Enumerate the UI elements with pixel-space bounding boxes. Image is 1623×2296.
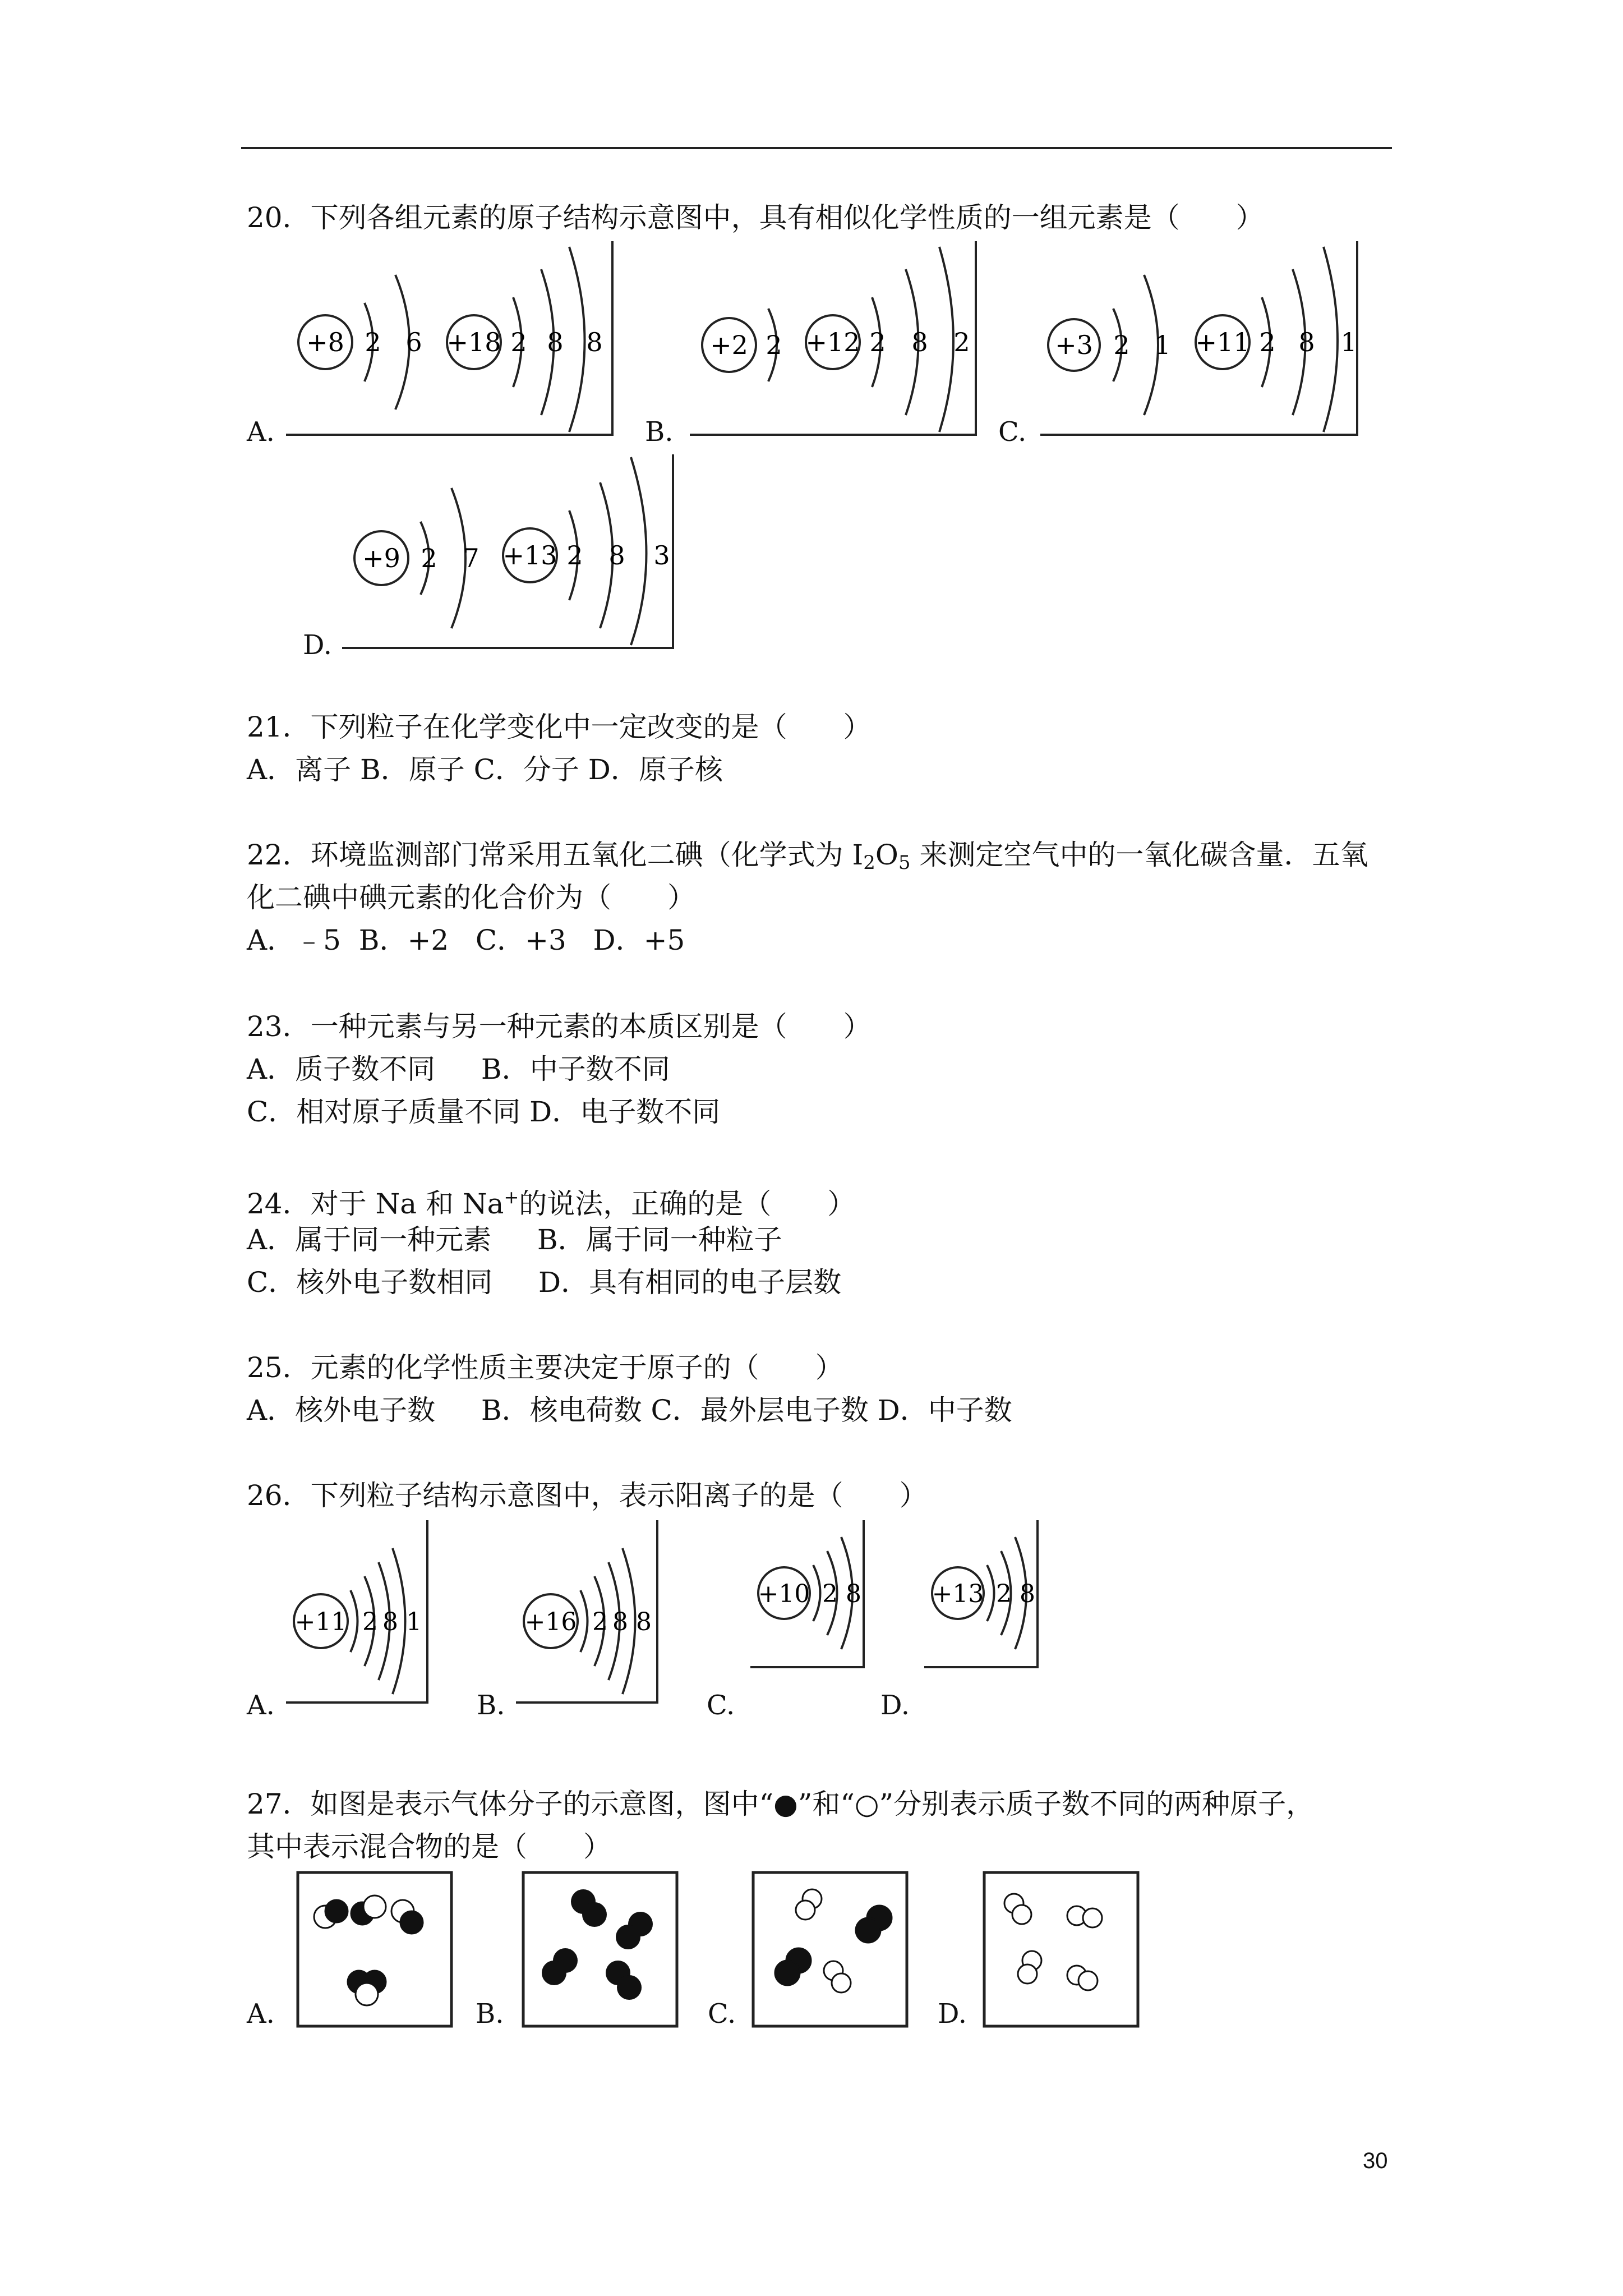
q26-d-nucleus: +13 (932, 1580, 984, 1608)
q27-option-a-diagram (296, 1871, 453, 2028)
q24-options-line1[interactable]: A．属于同一种元素 B．属于同一种粒子 (247, 1223, 782, 1256)
q26-c-shell1: 2 (822, 1580, 838, 1608)
q23-stem: 23．一种元素与另一种元素的本质区别是（ ） (247, 1010, 872, 1043)
q20-c-atom2-shell2: 8 (1298, 327, 1315, 357)
q20-d-atom1-shell1: 2 (421, 543, 437, 573)
q20-stem: 20．下列各组元素的原子结构示意图中，具有相似化学性质的一组元素是（ ） (247, 201, 1264, 234)
q26-a-shell1: 2 (362, 1608, 378, 1636)
q20-option-d-diagram (336, 449, 684, 651)
q26-b-shell1: 2 (592, 1608, 608, 1636)
q26-option-b-letter[interactable]: B. (477, 1690, 505, 1721)
q22-options[interactable]: A．﹣5 B．+2 C．+3 D．+5 (247, 924, 685, 956)
q22-stem-line2: 化二碘中碘元素的化合价为（ ） (247, 881, 695, 914)
q26-option-a-letter[interactable]: A. (247, 1690, 275, 1721)
q26-b-shell2: 8 (612, 1608, 628, 1636)
q20-a-atom1-nucleus: +8 (306, 327, 344, 357)
q27-option-a-letter[interactable]: A. (247, 1998, 275, 2030)
q21-stem: 21．下列粒子在化学变化中一定改变的是（ ） (247, 711, 872, 743)
q25-options[interactable]: A．核外电子数 B．核电荷数 C．最外层电子数 D．中子数 (247, 1394, 1012, 1427)
q26-d-shell1: 2 (996, 1580, 1012, 1608)
q20-a-atom1-shell2: 6 (405, 327, 422, 357)
q20-option-b-letter[interactable]: B. (645, 416, 674, 448)
q20-option-a-diagram (280, 236, 617, 438)
q20-c-atom2-shell1: 2 (1259, 327, 1276, 357)
q20-option-b-diagram (684, 236, 987, 438)
q26-b-nucleus: +16 (524, 1608, 577, 1636)
q20-b-atom1-shell1: 2 (766, 330, 782, 360)
q20-c-atom1-shell1: 2 (1113, 330, 1130, 360)
q27-option-c-letter[interactable]: C. (708, 1998, 736, 2030)
q21-options[interactable]: A．离子 B．原子 C．分子 D．原子核 (247, 753, 723, 786)
q20-c-atom2-nucleus: +11 (1195, 327, 1250, 357)
q26-option-c-letter[interactable]: C. (707, 1690, 735, 1721)
q26-a-shell3: 1 (406, 1608, 422, 1636)
q26-option-b-diagram (510, 1515, 667, 1705)
q20-option-c-diagram (1035, 236, 1360, 438)
q20-option-c-letter[interactable]: C. (998, 416, 1027, 448)
q27-stem-line2: 其中表示混合物的是（ ） (247, 1830, 611, 1863)
q20-b-atom2-nucleus: +12 (805, 327, 860, 357)
q20-d-atom2-shell3: 3 (653, 540, 670, 570)
q26-c-shell2: 8 (846, 1580, 861, 1608)
q27-stem-line1: 27．如图是表示气体分子的示意图，图中“●”和“○”分别表示质子数不同的两种原子， (247, 1788, 1315, 1820)
q26-d-shell2: 8 (1020, 1580, 1035, 1608)
q26-option-d-letter[interactable]: D. (880, 1690, 910, 1721)
q20-a-atom2-nucleus: +18 (446, 327, 501, 357)
q20-a-atom2-shell1: 2 (510, 327, 527, 357)
q27-option-d-diagram (983, 1871, 1140, 2028)
q20-b-atom2-shell1: 2 (869, 327, 886, 357)
q20-b-atom1-nucleus: +2 (710, 330, 748, 360)
q26-stem: 26．下列粒子结构示意图中，表示阳离子的是（ ） (247, 1479, 928, 1512)
q20-a-atom1-shell1: 2 (365, 327, 381, 357)
q26-option-d-diagram (920, 1515, 1049, 1672)
q20-c-atom1-nucleus: +3 (1055, 330, 1093, 360)
q24-options-line2[interactable]: C．核外电子数相同 D．具有相同的电子层数 (247, 1266, 842, 1299)
q26-c-nucleus: +10 (758, 1580, 810, 1608)
q27-option-d-letter[interactable]: D. (938, 1998, 967, 2030)
q27-option-b-diagram (522, 1871, 679, 2028)
q26-option-a-diagram (280, 1515, 437, 1705)
q20-d-atom1-shell2: 7 (463, 543, 479, 573)
q20-a-atom2-shell3: 8 (586, 327, 603, 357)
q20-b-atom2-shell2: 8 (911, 327, 928, 357)
q20-option-d-letter[interactable]: D. (303, 629, 333, 661)
q26-a-nucleus: +11 (294, 1608, 347, 1636)
page-number: 30 (1363, 2148, 1388, 2173)
q27-option-b-letter[interactable]: B. (476, 1998, 504, 2030)
q25-stem: 25．元素的化学性质主要决定于原子的（ ） (247, 1351, 843, 1384)
header-rule (241, 147, 1392, 149)
q20-d-atom2-nucleus: +13 (502, 540, 557, 570)
q20-c-atom2-shell3: 1 (1340, 327, 1357, 357)
q26-b-shell3: 8 (636, 1608, 652, 1636)
q20-d-atom1-nucleus: +9 (362, 543, 400, 573)
q20-d-atom2-shell1: 2 (566, 540, 583, 570)
q27-option-c-diagram (751, 1871, 909, 2028)
q26-option-c-diagram (746, 1515, 875, 1672)
q23-options-line2[interactable]: C．相对原子质量不同 D．电子数不同 (247, 1096, 721, 1128)
q20-d-atom2-shell2: 8 (608, 540, 625, 570)
q20-b-atom2-shell3: 2 (953, 327, 970, 357)
q20-a-atom2-shell2: 8 (547, 327, 564, 357)
q24-stem: 24．对于 Na 和 Na+的说法，正确的是（ ） (247, 1186, 856, 1220)
q23-options-line1[interactable]: A．质子数不同 B．中子数不同 (247, 1053, 670, 1085)
q20-c-atom1-shell2: 1 (1154, 330, 1171, 360)
q26-a-shell2: 8 (382, 1608, 398, 1636)
q22-stem-line1: 22．环境监测部门常采用五氧化二碘（化学式为 $I_2O_5$ 来测定空气中的一氧化碳含量．五氧 (247, 839, 1368, 874)
q20-option-a-letter[interactable]: A. (247, 416, 275, 448)
